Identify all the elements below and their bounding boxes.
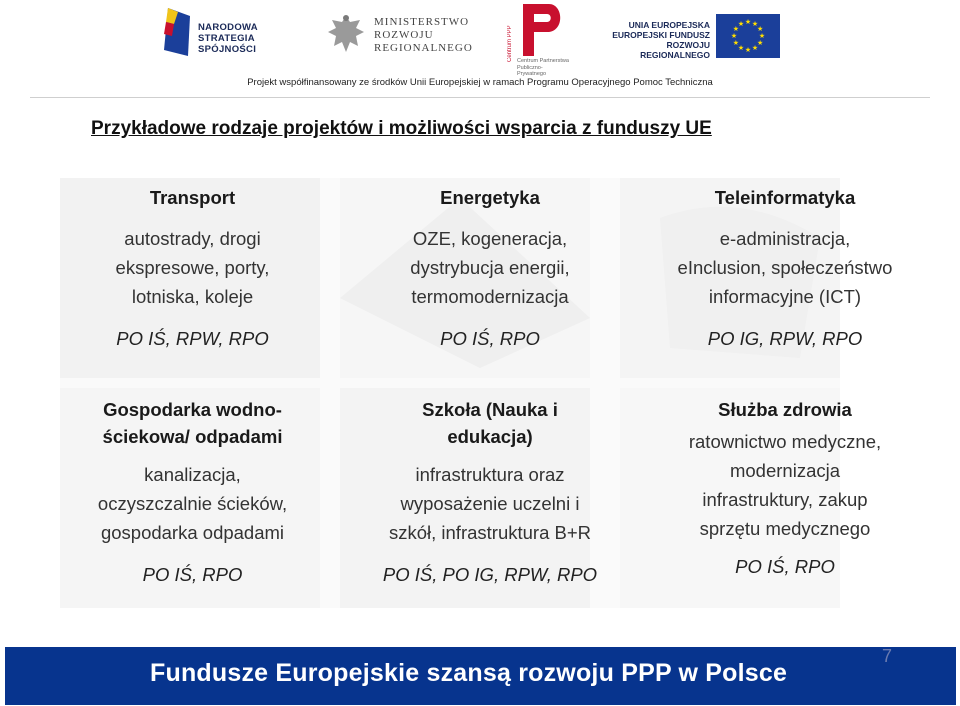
category-transport [60, 183, 325, 353]
category-heading: Szkoła (Nauka i edukacja) [422, 399, 558, 447]
category-gospodarka-wodno-sciekowa [60, 396, 325, 589]
header-logos [0, 0, 960, 95]
nss-logo [162, 6, 302, 62]
eu-star-icon: ★ [756, 26, 764, 33]
eu-star-icon: ★ [730, 33, 738, 40]
category-description: kanalizacja, oczyszczalnie ścieków, gospodarka odpadami [97, 464, 288, 543]
category-description: autostrady, drogi ekspresowe, porty, lotniska, koleje [115, 228, 270, 307]
page-title: Przykładowe rodzaje projektów i możliwości wsparcia z funduszy UE [91, 118, 712, 139]
category-teleinformatyka [640, 183, 930, 353]
centrum-ppp-logo [507, 2, 571, 77]
category-energetyka [345, 183, 635, 353]
eu-star-icon: ★ [737, 20, 745, 28]
page-number: 7 [882, 646, 893, 666]
category-heading: Transport [149, 187, 236, 208]
category-programs: PO IŚ, RPW, RPO [116, 328, 269, 349]
header-divider [30, 97, 930, 98]
category-heading: Teleinformatyka [714, 187, 856, 208]
eu-star-icon: ★ [756, 40, 764, 47]
category-sluzba-zdrowia [640, 396, 930, 581]
category-programs: PO IŚ, RPO [735, 556, 835, 577]
category-heading: Służba zdrowia [718, 399, 852, 420]
eu-star-icon: ★ [744, 19, 752, 26]
category-heading: Gospodarka wodno- ściekowa/ odpadami [102, 399, 283, 447]
mrr-logo [326, 12, 476, 56]
category-description: infrastruktura oraz wyposażenie uczelni i szkół, infrastruktura B+R [388, 464, 592, 543]
eu-flag-icon [716, 14, 780, 58]
category-programs: PO IŚ, RPO [142, 564, 243, 585]
nss-logo-text: NARODOWA STRATEGIA SPÓJNOŚCI [198, 22, 258, 55]
nss-flag-mark-icon [162, 6, 192, 58]
eu-star-icon: ★ [751, 45, 759, 53]
ppp-p-icon [519, 2, 569, 58]
category-description: e-administracja, eInclusion, społeczeństwo informacyjne (ICT) [677, 228, 893, 307]
category-description: OZE, kogeneracja, dystrybucja energii, termomodernizacja [410, 228, 570, 307]
category-programs: PO IŚ, RPO [440, 328, 540, 349]
eu-star-icon: ★ [758, 33, 766, 40]
eu-star-icon: ★ [737, 45, 745, 53]
footer-text: Fundusze Europejskie szansą rozwoju PPP w Polsce [150, 659, 788, 687]
eu-star-icon: ★ [732, 40, 740, 47]
category-programs: PO IG, RPW, RPO [707, 328, 863, 349]
cofinancing-note: Projekt współfinansowany ze środków Unii Europejskiej w ramach Programu Operacyjnego Pomoc Techniczna [247, 77, 713, 88]
ppp-subtitle: Centrum Partnerstwa Publiczno-Prywatnego [517, 58, 569, 77]
category-szkola [345, 396, 635, 589]
category-description: ratownictwo medyczne, modernizacja infrastruktury, zakup sprzętu medycznego [688, 431, 882, 539]
eu-logo [610, 14, 770, 60]
category-heading: Energetyka [440, 187, 540, 208]
eu-star-icon: ★ [751, 20, 759, 28]
ppp-side-label: Centrum PPP [507, 25, 513, 62]
eagle-emblem-icon [326, 12, 366, 56]
footer-banner [5, 647, 956, 705]
eu-star-icon: ★ [732, 26, 740, 33]
mrr-logo-text: MINISTERSTWO ROZWOJU REGIONALNEGO [374, 16, 473, 54]
category-programs: PO IŚ, PO IG, RPW, RPO [382, 564, 598, 585]
eu-logo-text: UNIA EUROPEJSKA EUROPEJSKI FUNDUSZ ROZWOJU REGIONALNEGO [612, 20, 710, 60]
eu-star-icon: ★ [744, 47, 752, 54]
